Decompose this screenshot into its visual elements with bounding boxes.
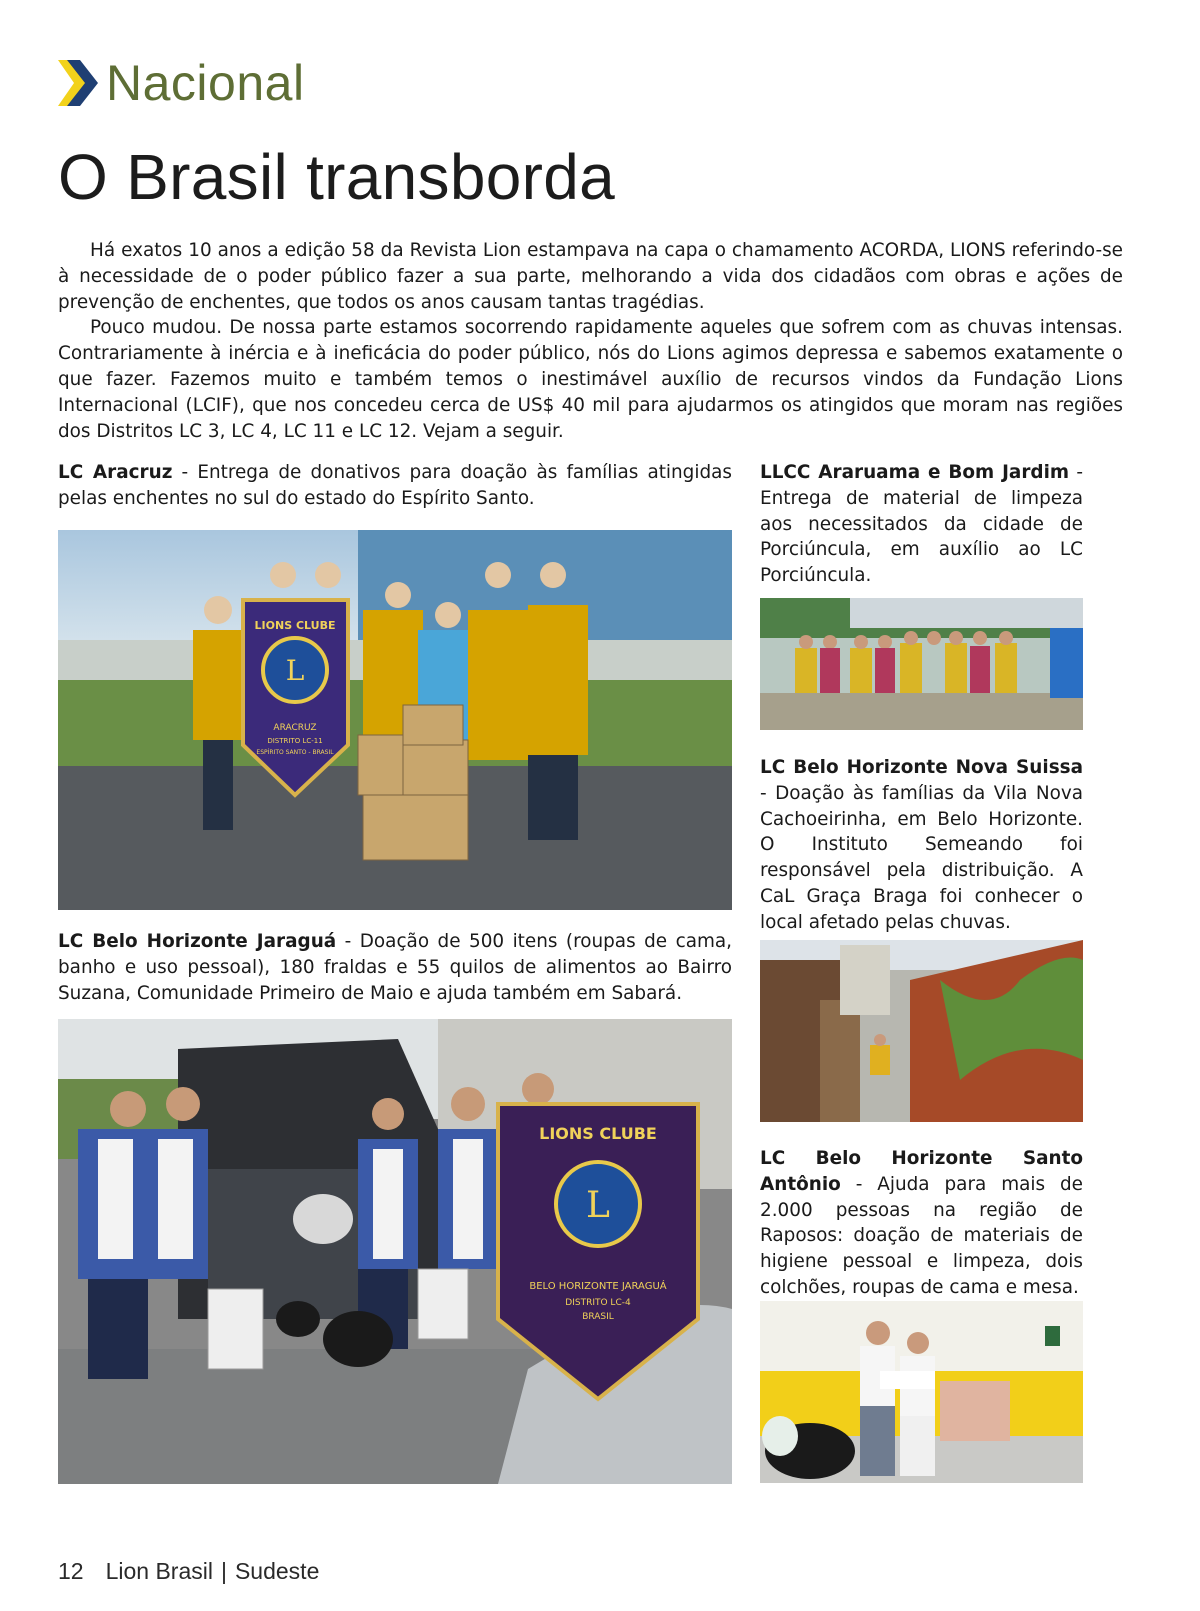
club-name: LC Aracruz <box>58 462 173 483</box>
caption-nova-suissa <box>760 755 1083 936</box>
page-number: 12 <box>58 1558 84 1584</box>
intro-paragraph: Pouco mudou. De nossa parte estamos socorrendo rapidamente aqueles que sofrem com as chuvas intensas. Contrariamente à inércia e à ineficácia do poder público, nós do Lions agimos depressa e sabemos exatamente o que fazer. Fazemos muito e também temos o inestimável auxílio de recursos vindos da Fundação Lions Internacional (LCIF), que nos concedeu cerca de US$ 40 mil para ajudarmos os atingidos que moram nas regiões dos Distritos LC 3, LC 4, LC 11 e LC 12. Vejam a seguir. <box>58 317 1123 442</box>
banner-text: DISTRITO LC-4 <box>565 1298 631 1308</box>
svg-text:L: L <box>285 654 305 687</box>
photo-araruama <box>760 598 1083 730</box>
club-name: LC Belo Horizonte Santo Antônio <box>760 1148 1083 1195</box>
banner-text: LIONS CLUBE <box>254 619 336 632</box>
banner-text: ARACRUZ <box>273 723 317 733</box>
chevron-logo-icon <box>58 60 98 106</box>
caption-text: - Doação às famílias da Vila Nova Cachoeirinha, em Belo Horizonte. O Instituto Semeando foi responsável pela distribuição. A CaL Graça Braga foi conhecer o local afetado pelas chuvas. <box>760 782 1083 933</box>
banner-text: BELO HORIZONTE JARAGUÁ <box>529 1281 667 1292</box>
photo-santo-antonio <box>760 1301 1083 1483</box>
section-title: Nacional <box>106 55 305 111</box>
caption-santo-antonio <box>760 1146 1083 1301</box>
caption-araruama <box>760 460 1083 589</box>
caption-jaragua <box>58 929 732 1006</box>
caption-text: - Entrega de material de limpeza aos necessitados da cidade de Porciúncula, em auxílio ao LC Porciúncula. <box>760 462 1084 587</box>
photo-nova-suissa <box>760 940 1083 1122</box>
section-header <box>58 56 305 110</box>
region-name: Sudeste <box>234 1558 320 1584</box>
club-name: LC Belo Horizonte Jaraguá <box>58 931 337 952</box>
caption-text: - Doação de 500 itens (roupas de cama, banho e uso pessoal), 180 fraldas e 55 quilos de alimentos ao Bairro Suzana, Comunidade Primeiro de Maio e ajuda também em Sabará. <box>58 931 732 1004</box>
magazine-name: Lion Brasil <box>105 1558 213 1584</box>
photo-aracruz <box>58 530 732 910</box>
article-title: O Brasil transborda <box>58 141 616 213</box>
svg-text:L: L <box>586 1185 610 1226</box>
banner-text: DISTRITO LC-11 <box>267 737 323 745</box>
club-name: LC Belo Horizonte Nova Suissa <box>760 757 1083 778</box>
caption-aracruz <box>58 460 732 512</box>
banner-text: LIONS CLUBE <box>539 1124 657 1143</box>
club-name: LLCC Araruama e Bom Jardim <box>760 462 1070 483</box>
banner-text: BRASIL <box>582 1312 614 1322</box>
intro-text <box>58 238 1123 444</box>
caption-text: - Ajuda para mais de 2.000 pessoas na região de Raposos: doação de materiais de higiene pessoal e limpeza, dois colchões, roupas de cama e mesa. <box>760 1173 1083 1298</box>
intro-paragraph: Há exatos 10 anos a edição 58 da Revista Lion estampava na capa o chamamento ACORDA, LIONS referindo-se à necessidade de o poder público fazer a sua parte, melhorando a vida dos cidadãos com obras e ações de prevenção de enchentes, que todos os anos causam tantas tragédias. <box>58 240 1123 313</box>
caption-text: - Entrega de donativos para doação às famílias atingidas pelas enchentes no sul do estado do Espírito Santo. <box>58 462 732 509</box>
photo-jaragua <box>58 1019 732 1484</box>
banner-text: ESPÍRITO SANTO - BRASIL <box>256 749 334 756</box>
page-footer <box>58 1558 319 1585</box>
footer-separator: | <box>220 1558 227 1584</box>
